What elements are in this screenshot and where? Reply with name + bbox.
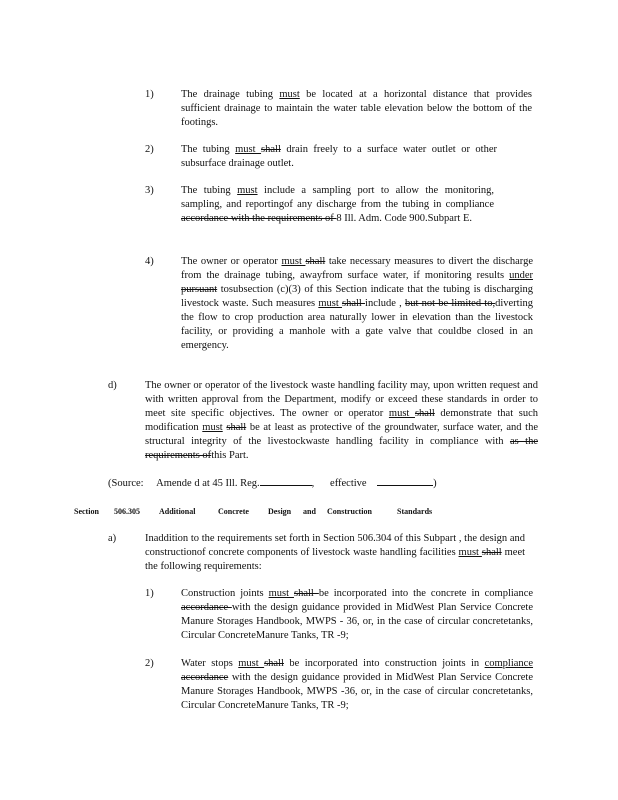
effective-blank [377, 476, 433, 486]
section-item-2-text [181, 657, 533, 713]
deleted-text: as the requirements of [145, 436, 539, 461]
reg-blank [260, 476, 312, 486]
item-4-text [181, 255, 533, 353]
heading-word-1: Additional [159, 507, 196, 516]
inserted-text: must [235, 144, 262, 155]
deleted-text: shall [294, 588, 319, 599]
item-1-label: 1) [145, 89, 154, 100]
source-text: Amende d at 45 Ill. Reg. [156, 478, 260, 489]
item-d-label: d) [108, 380, 117, 391]
inserted-text: must [268, 588, 294, 599]
text-run: Inaddition to the requirements set forth in Section 506.304 of this Subpart , the design and constructionof concrete components of livestock waste handling facilities [145, 533, 525, 558]
inserted-text: must [318, 298, 342, 309]
inserted-text: must [458, 547, 482, 558]
inserted-text: must [202, 422, 223, 433]
text-run: demonstrate that such modification [145, 408, 538, 433]
deleted-text: accordance [181, 602, 232, 613]
text-run: The owner or operator [181, 256, 282, 267]
heading-word-3: Design [268, 507, 292, 516]
deleted-text: but not be limited to, [404, 298, 496, 309]
text-run: be incorporated into construction joints in [283, 658, 485, 669]
deleted-text: accordance with the requirements of [181, 213, 337, 224]
deleted-text: shall [264, 658, 284, 669]
text-run: The tubing [181, 185, 238, 196]
inserted-text: must [237, 185, 258, 196]
inserted-text: must [388, 408, 415, 419]
section-item-2-label: 2) [145, 658, 154, 669]
text-run: Construction joints [181, 588, 269, 599]
source-prefix: (Source: [108, 478, 144, 489]
source-effective: effective [330, 478, 367, 489]
text-run: drain freely to a surface water outlet or other subsurface drainage outlet. [181, 144, 497, 169]
item-4-label: 4) [145, 256, 154, 267]
text-run: include , [365, 298, 405, 309]
deleted-text: shall [414, 408, 435, 419]
inserted-text: compliance [484, 658, 534, 669]
source-suffix: ) [433, 478, 437, 489]
text-run: take necessary measures to divert the discharge from the drainage tubing, awayfrom surface water, if monitoring results [181, 256, 534, 281]
text-run: this Part. [211, 450, 249, 461]
heading-word-6: Standards [397, 507, 433, 516]
inserted-text: must [281, 256, 306, 267]
text-run: Water stops [181, 658, 239, 669]
deleted-text: pursuant [181, 284, 218, 295]
text-run: tosubsection (c)(3) of this Section indicate that the tubing is discharging livestock waste. Such measures [181, 284, 533, 309]
text-run: diverting the flow to crop production area naturally lower in elevation than the livestock facility, or providing a manhole with a gate valve that couldbe closed in an emergency. [181, 298, 534, 351]
item-1-text [181, 88, 532, 130]
inserted-text: under [509, 270, 533, 281]
deleted-text: shall [226, 422, 247, 433]
text-run: 8 Ill. Adm. Code 900.Subpart E. [336, 213, 473, 224]
text-run: The owner or operator of the livestock waste handling facility may, upon written request and with written approval from the Department, modify or exceed these standards in order to meet site specific objectives. The owner or operator [145, 380, 538, 419]
item-2-text [181, 143, 497, 171]
item-2-label: 2) [145, 144, 154, 155]
text-run: The drainage tubing [181, 89, 280, 100]
heading-word-4: and [303, 507, 316, 516]
section-item-a-label: a) [108, 533, 117, 544]
deleted-text: shall [481, 547, 502, 558]
section-word: Section [74, 507, 99, 516]
item-3-text [181, 184, 494, 226]
item-3-label: 3) [145, 185, 154, 196]
text-run: be located at a horizontal distance that provides sufficient drainage to maintain the water table elevation below the bottom of the footings. [181, 89, 532, 128]
section-heading [0, 507, 618, 519]
deleted-text: shall [261, 144, 281, 155]
heading-word-5: Construction [327, 507, 372, 516]
text-run: include a sampling port to allow the monitoring, sampling, and reportingof any discharge from the tubing in compliance [181, 185, 494, 210]
text-run: with the design guidance provided in MidWest Plan Service Concrete Manure Storages Handbook, MWPS - 36, or, in the case of circular concretetanks, Circular ConcreteManure Tanks, TR -9; [181, 602, 533, 641]
text-run: with the design guidance provided in MidWest Plan Service Concrete Manure Storages Handbook, MWPS -36, or, in the case of circular concretetanks, Circular ConcreteManure Tanks, TR -9; [181, 672, 533, 711]
deleted-text: shall [305, 256, 326, 267]
inserted-text: must [279, 89, 300, 100]
text-run: be incorporated into the concrete in compliance [318, 588, 534, 599]
deleted-text: accordance [181, 672, 229, 683]
deleted-text: shall [341, 298, 366, 309]
text-run: meet the following requirements: [145, 547, 526, 572]
section-number: 506.305 [114, 507, 140, 516]
inserted-text: must [238, 658, 265, 669]
text-run: The tubing [181, 144, 236, 155]
section-item-a-text [145, 532, 525, 574]
text-run: be at least as protective of the groundwater, surface water, and the structural integrity of the livestockwaste handling facility in compliance with [145, 422, 538, 447]
heading-word-2: Concrete [218, 507, 249, 516]
section-item-1-label: 1) [145, 588, 154, 599]
source-note: (Source: Amende d at 45 Ill. Reg. , effective ) [108, 478, 437, 489]
item-d-text [145, 379, 538, 463]
section-item-1-text [181, 587, 533, 643]
